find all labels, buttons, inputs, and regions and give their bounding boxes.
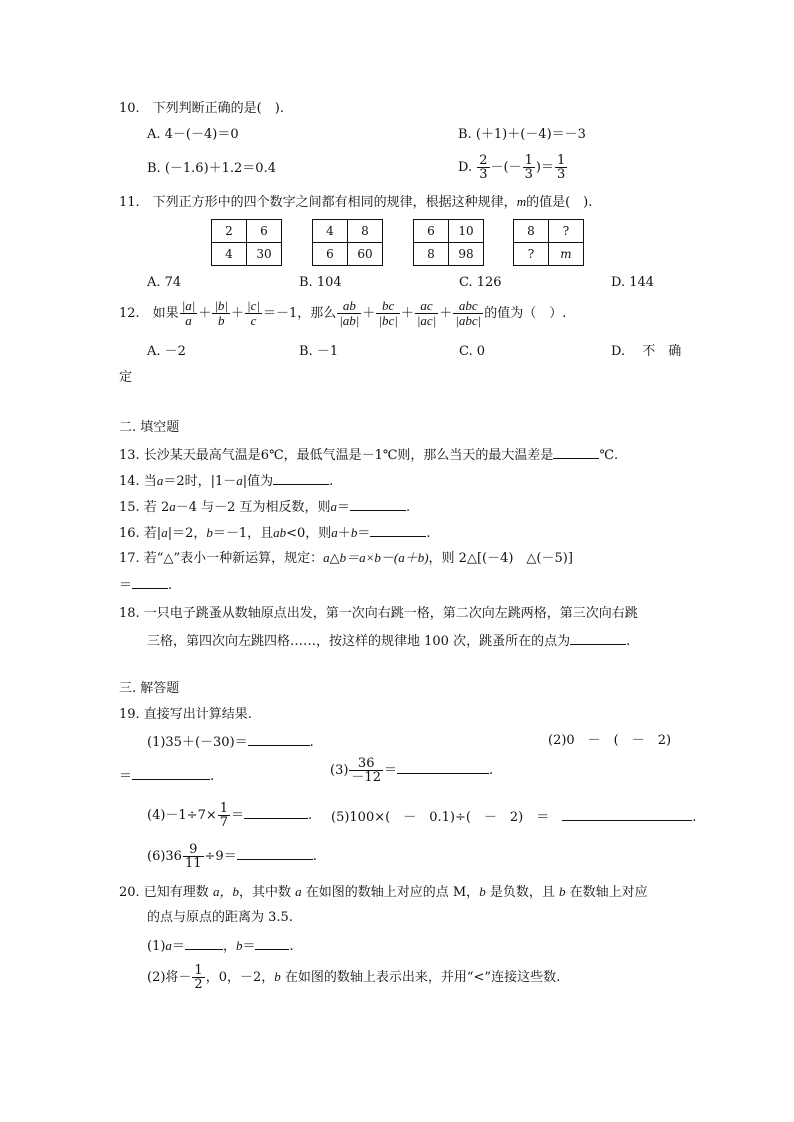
q19-part-6: (6)36 $\frac{9}{11}$ ÷9＝ . (147, 842, 317, 871)
q11-grid-4 (513, 219, 584, 266)
q13 (119, 445, 618, 465)
q11-grid-1 (211, 219, 282, 266)
grid-cell: 8 (348, 220, 383, 243)
answer-blank[interactable] (132, 575, 168, 589)
grid-cell: 4 (313, 220, 348, 243)
q19-part-2-cont: ＝ . (119, 766, 214, 786)
grid-cell: ? (549, 220, 584, 243)
grid-cell: 4 (212, 243, 247, 266)
answer-blank[interactable] (248, 732, 310, 746)
q12-frac-bc: $\frac{bc}{|bc|}$ (378, 298, 398, 328)
q12-option-d-wrap: 定 (119, 370, 133, 385)
q14: 14. 当a＝2时，|1－a|值为 . (119, 473, 334, 489)
q11-stem-text: 11. 下列正方形中的四个数字之间都有相同的规律，根据这种规律， (119, 195, 517, 210)
answer-blank[interactable] (255, 936, 289, 950)
q10-stem: 10. 下列判断正确的是( ). (119, 101, 284, 116)
q11-stem-end: 的值是( ). (526, 195, 593, 210)
section-2-title: 二. 填空题 (119, 420, 180, 435)
q10-option-a: A. 4－(－4)＝0 (147, 127, 239, 142)
q10-d-label: D. (458, 160, 473, 175)
q20-part-2: (2)将－ $\frac{1}{2}$ ，0，－2，b 在如图的数轴上表示出来，并用“<”连接这些数. (147, 963, 561, 992)
answer-blank[interactable] (273, 471, 329, 485)
q11-option-c: C. 126 (459, 275, 502, 290)
q10-d-mid: －(－ (490, 160, 522, 175)
grid-cell: 6 (313, 243, 348, 266)
grid-cell: m (549, 243, 584, 266)
q19-p4-frac: $\frac{1}{7}$ (219, 801, 229, 830)
q10-d-frac3: $\frac{1}{3}$ (556, 153, 566, 182)
q11-grid-2 (312, 219, 383, 266)
q10-option-b2: B. (－1.6)＋1.2＝0.4 (147, 161, 276, 176)
q12-plus: ＋ (400, 306, 414, 321)
q19-part-4: (4)－1÷7× $\frac{1}{7}$ ＝ . (147, 801, 313, 830)
q15: 15. 若 2a－4 与－2 互为相反数，则a＝ . (119, 499, 411, 515)
q12-option-b: B. －1 (299, 344, 339, 359)
q10-d-frac1: $\frac{2}{3}$ (479, 153, 488, 182)
section-3-title: 三. 解答题 (119, 681, 180, 696)
grid-cell: 6 (247, 220, 282, 243)
q13-text: 13. 长沙某天最高气温是6℃，最低气温是－1℃则，那么当天的最大温差是 (119, 448, 554, 463)
answer-blank[interactable] (350, 497, 406, 511)
q19-part-3: (3) $\frac{36}{-12}$ ＝ . (330, 756, 494, 785)
answer-blank[interactable] (397, 760, 489, 774)
q12-frac-a: $\frac{|a|}{a}$ (181, 298, 196, 328)
q19-p6-frac: $\frac{9}{11}$ (184, 842, 202, 871)
answer-blank[interactable] (244, 805, 308, 819)
q12-frac-c: $\frac{|c|}{c}$ (247, 298, 260, 328)
grid-cell: 98 (449, 243, 484, 266)
grid-cell: 10 (449, 220, 484, 243)
answer-blank[interactable] (185, 936, 223, 950)
q10-d-frac2: $\frac{1}{3}$ (524, 153, 533, 182)
q11-stem (119, 193, 592, 212)
q12-option-a: A. －2 (147, 344, 186, 359)
q12-mid: ＝－1，那么 (262, 306, 337, 321)
q20-cont: 的点与原点的距离为 3.5. (147, 910, 293, 925)
q12-plus: ＋ (198, 306, 212, 321)
q12-plus: ＋ (439, 306, 453, 321)
q17: 17. 若“△”表小一种新运算，规定：a△b＝a×b－(a＋b)，则 2△[(－4) △(－5)] (119, 550, 573, 566)
q12-option-d: D. 不 确 (611, 344, 682, 359)
q11-stem-m: m (516, 194, 527, 209)
q12-option-c: C. 0 (459, 344, 486, 359)
q19-part-1: (1)35＋(－30)＝ . (147, 732, 314, 752)
q10-option-d (458, 153, 568, 183)
q12-frac-b: $\frac{|b|}{b}$ (214, 298, 229, 328)
q12-suffix: 的值为（ ）. (484, 306, 567, 321)
q11-option-d: D. 144 (611, 275, 655, 290)
q16: 16. 若|a|＝2，b＝－1，且ab<0，则a＋b＝ . (119, 525, 431, 541)
q18-cont: 三格，第四次向左跳四格……，按这样的规律地 100 次，跳蚤所在的点为 . (147, 631, 630, 651)
answer-blank[interactable] (370, 523, 426, 537)
q19-part-5: (5)100×( － 0.1)÷( － 2) ＝ . (331, 807, 696, 827)
answer-blank[interactable] (132, 766, 210, 780)
answer-blank[interactable] (553, 445, 599, 459)
q12-stem (119, 297, 566, 331)
q12-plus: ＋ (362, 306, 376, 321)
q19: 19. 直接写出计算结果. (119, 707, 252, 722)
q19-part-2: (2)0 － ( － 2) (548, 733, 672, 748)
q12-plus: ＋ (231, 306, 245, 321)
answer-blank[interactable] (562, 807, 692, 821)
q11-option-a: A. 74 (147, 275, 182, 290)
q11-option-b: B. 104 (299, 275, 342, 290)
q10-option-b1: B. (＋1)＋(－4)＝－3 (458, 127, 586, 142)
q10-d-eq: )＝ (535, 160, 554, 175)
grid-cell: 8 (414, 243, 449, 266)
q12-frac-ab: $\frac{ab}{|ab|}$ (339, 298, 360, 328)
q12-frac-ac: $\frac{ac}{|ac|}$ (416, 298, 437, 328)
grid-cell: 60 (348, 243, 383, 266)
q11-grid-3 (413, 219, 484, 266)
q12-frac-abc: $\frac{\text{abc}}{\text{|abc|}}$ (455, 298, 482, 328)
grid-cell: 2 (212, 220, 247, 243)
answer-blank[interactable] (237, 846, 313, 860)
q17-cont: ＝ . (119, 575, 172, 595)
grid-cell: 6 (414, 220, 449, 243)
q12-prefix: 12. 如果 (119, 306, 179, 321)
grid-cell: 30 (247, 243, 282, 266)
q20: 20. 已知有理数 a，b，其中数 a 在如图的数轴上对应的点 M，b 是负数，且 b 在数轴上对应 (119, 884, 648, 900)
answer-blank[interactable] (570, 631, 626, 645)
q19-p3-frac: $\frac{36}{-12}$ (351, 756, 381, 785)
grid-cell: 8 (514, 220, 549, 243)
q20-p2-frac: $\frac{1}{2}$ (194, 963, 203, 992)
q18: 18. 一只电子跳蚤从数轴原点出发，第一次向右跳一格，第二次向左跳两格，第三次向右跳 (119, 606, 638, 621)
q20-part-1: (1)a＝ ，b＝ . (147, 938, 294, 954)
q13-end: ℃. (599, 448, 619, 463)
grid-cell: ? (514, 243, 549, 266)
